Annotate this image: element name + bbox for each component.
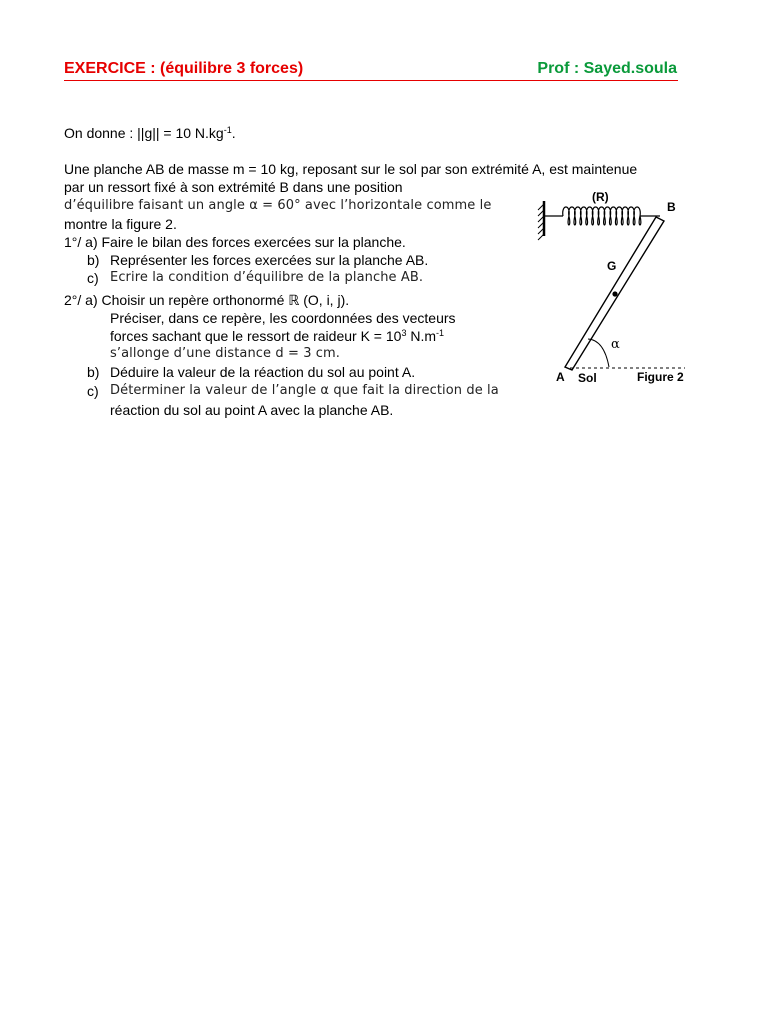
statement-line-1: Une planche AB de masse m = 10 kg, reposant sur le sol par son extrémité A, est maintenue xyxy=(64,161,638,177)
q1-c: Ecrire la condition d’équilibre de la planche AB. xyxy=(110,270,424,285)
document-header xyxy=(64,60,678,81)
q1-marker-c: c) xyxy=(87,270,99,286)
spring xyxy=(544,207,660,225)
q2-a-line-2: Préciser, dans ce repère, les coordonnées des vecteurs xyxy=(110,310,456,326)
q2-b: Déduire la valeur de la réaction du sol au point A. xyxy=(110,364,416,380)
q2-line-a xyxy=(64,291,349,309)
figure-caption: Figure 2 xyxy=(637,370,684,384)
given-exponent: -1 xyxy=(223,125,232,135)
q2-marker-c: c) xyxy=(87,383,99,399)
exercise-title: EXERCICE : (équilibre 3 forces) xyxy=(64,60,304,77)
angle-label: α xyxy=(611,337,620,352)
q2-marker-b: b) xyxy=(87,364,100,380)
q2-exponent-1: 3 xyxy=(401,328,407,338)
q2-a-line-3 xyxy=(110,327,444,345)
statement-line-2: par un ressort fixé à son extrémité B dans une position xyxy=(64,179,403,195)
q1-line-a xyxy=(64,233,406,251)
statement-line-3: d’équilibre faisant un angle α = 60° avec l’horizontale comme le xyxy=(64,198,492,213)
given-text: On donne : ||g|| = 10 N.kg xyxy=(64,125,224,141)
ground-label: Sol xyxy=(578,371,597,385)
q1-marker-b: b) xyxy=(87,252,100,268)
q2-a-line-4: s’allonge d’une distance d = 3 cm. xyxy=(110,346,341,361)
q2-a-line-3-text: forces sachant que le ressort de raideur K = 10 xyxy=(110,328,402,344)
author-name: Prof : Sayed.soula xyxy=(537,60,677,77)
statement-line-4: montre la figure 2. xyxy=(64,216,177,232)
q2-c-line-2: réaction du sol au point A avec la planche AB. xyxy=(110,402,394,418)
figure-2-diagram xyxy=(530,186,700,386)
q2-a: a) Choisir un repère orthonormé ℝ (O, i, j). xyxy=(85,292,350,308)
point-g-label: G xyxy=(607,259,617,273)
q1-a: a) Faire le bilan des forces exercées sur la planche. xyxy=(85,234,406,250)
q1-number: 1°/ xyxy=(64,234,82,250)
given-suffix: . xyxy=(231,125,236,141)
q1-b: Représenter les forces exercées sur la planche AB. xyxy=(110,252,429,268)
q2-exponent-2: -1 xyxy=(436,328,445,338)
q2-c: Déterminer la valeur de l’angle α que fait la direction de la xyxy=(110,383,499,398)
center-of-gravity xyxy=(612,291,617,296)
q2-unit: N.m xyxy=(406,328,437,344)
angle-arc xyxy=(588,339,609,367)
given-data xyxy=(64,124,236,142)
q2-number: 2°/ xyxy=(64,292,82,308)
point-b-label: B xyxy=(667,200,676,214)
point-a-label: A xyxy=(556,370,565,384)
spring-label: (R) xyxy=(592,190,609,204)
